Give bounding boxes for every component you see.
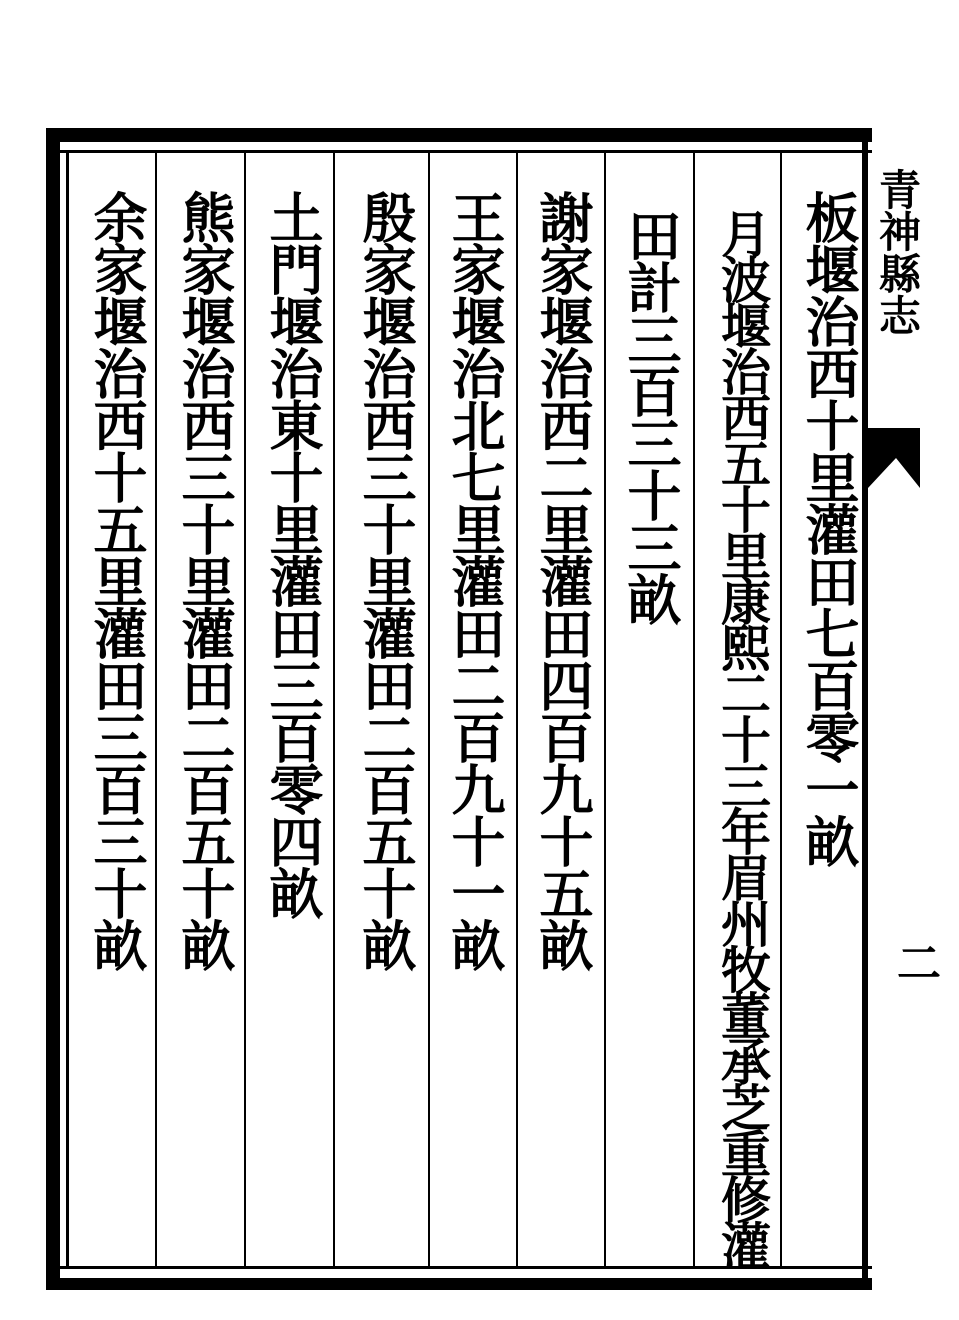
text-column-3: 田計三百三十三畝 — [619, 208, 683, 624]
bottom-border — [46, 1278, 872, 1290]
text-column-4: 謝家堰治西二里灌田四百九十五畝 — [531, 190, 595, 970]
left-inner-rule — [66, 150, 69, 1268]
column-divider — [693, 153, 695, 1266]
column-divider — [780, 153, 782, 1266]
folio-number: 二 — [889, 940, 940, 984]
bottom-inner-rule — [60, 1266, 872, 1269]
text-column-9: 余家堰治西十五里灌田三百三十畝 — [85, 190, 149, 970]
column-divider — [155, 153, 157, 1266]
column-divider — [428, 153, 430, 1266]
top-border — [46, 128, 872, 142]
book-title: 青神縣志 — [873, 168, 922, 336]
column-divider — [604, 153, 606, 1266]
text-column-7: 土門堰治東十里灌田三百零四畝 — [261, 190, 325, 918]
text-column-1: 板堰治西十里灌田七百零一畝 — [797, 190, 861, 866]
column-divider — [333, 153, 335, 1266]
text-column-6: 殷家堰治西三十里灌田二百五十畝 — [354, 190, 418, 970]
text-column-2: 月波堰治西五十里康熙二十三年眉州牧董承芝重修灌 — [713, 208, 772, 1266]
text-column-5: 王家堰治北七里灌田二百九十一畝 — [443, 190, 507, 970]
top-inner-rule — [60, 150, 872, 153]
column-divider — [244, 153, 246, 1266]
column-divider — [516, 153, 518, 1266]
fish-tail-mark — [868, 428, 920, 488]
right-border — [862, 128, 868, 1290]
text-column-8: 熊家堰治西三十里灌田二百五十畝 — [173, 190, 237, 970]
left-border — [46, 128, 60, 1290]
